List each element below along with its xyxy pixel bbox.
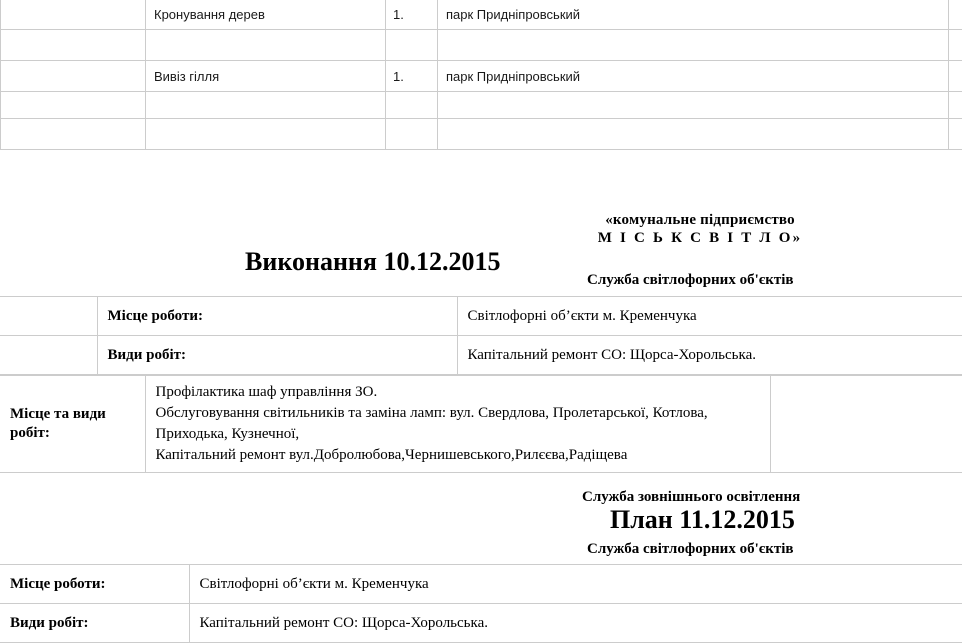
works-cell-type-1 [146,30,386,61]
works-cell-tail-4 [949,119,962,150]
plan-traffic-service-label: Служба світлофорних об'єктів [587,541,794,558]
plan-value-0: Світлофорні об’єкти м. Кременчука [189,565,962,604]
works-cell-type-3 [146,92,386,119]
works-list-table [0,0,962,150]
works-cell-tail-2 [949,61,962,92]
table-row [1,30,962,61]
places-line-2: Приходька, Кузнечної, [156,424,770,445]
table-row [0,297,962,336]
works-cell-tail-1 [949,30,962,61]
organization-header [500,211,900,247]
exec-label-1: Види робіт: [97,336,457,375]
plan-label-0: Місце роботи: [0,565,189,604]
works-cell-empty-2 [1,61,146,92]
places-value [145,376,770,473]
table-row [0,336,962,375]
works-cell-number-2: 1. [386,61,438,92]
exec-value-0: Світлофорні об’єкти м. Кременчука [457,297,962,336]
plan-details-table [0,564,962,643]
exec-label-0: Місце роботи: [97,297,457,336]
works-cell-empty-4 [1,119,146,150]
works-cell-number-3 [386,92,438,119]
works-cell-location-3 [438,92,949,119]
plan-outdoor-service-label: Служба зовнішнього освітлення [582,489,800,506]
places-line-0: Профілактика шаф управління ЗО. [156,382,770,403]
works-cell-location-0: парк Придніпровський [438,0,949,30]
exec-spacer-1 [0,336,97,375]
works-cell-number-0: 1. [386,0,438,30]
organization-line-2: М І С Ь К С В І Т Л О» [500,229,900,247]
table-row [0,376,962,473]
works-cell-tail-0 [949,0,962,30]
places-and-works-table [0,375,962,473]
table-row [1,92,962,119]
works-cell-type-4 [146,119,386,150]
works-cell-location-1 [438,30,949,61]
places-label: Місце та види робіт: [0,376,145,473]
table-row [1,61,962,92]
works-cell-type-0: Кронування дерев [146,0,386,30]
works-cell-number-4 [386,119,438,150]
works-cell-tail-3 [949,92,962,119]
places-tail-cell [770,376,962,473]
exec-spacer-0 [0,297,97,336]
places-line-3: Капітальний ремонт вул.Добролюбова,Чернишевського,Рилєєва,Радіщева [156,445,770,466]
table-row [1,0,962,30]
places-line-1: Обслуговування світильників та заміна ламп: вул. Свердлова, Пролетарської, Котлова, [156,403,770,424]
works-cell-number-1 [386,30,438,61]
plan-label-1: Види робіт: [0,604,189,643]
works-cell-type-2: Вивіз гілля [146,61,386,92]
works-cell-empty-0 [1,0,146,30]
organization-line-1: «комунальне підприємство [500,211,900,229]
works-cell-location-4 [438,119,949,150]
table-row [1,119,962,150]
plan-value-1: Капітальний ремонт СО: Щорса-Хорольська. [189,604,962,643]
table-row [0,604,962,643]
execution-title: Виконання 10.12.2015 [245,247,500,277]
table-row [0,565,962,604]
exec-value-1: Капітальний ремонт СО: Щорса-Хорольська. [457,336,962,375]
execution-service-label: Служба світлофорних об'єктів [587,272,794,289]
works-cell-empty-1 [1,30,146,61]
works-cell-location-2: парк Придніпровський [438,61,949,92]
plan-title: План 11.12.2015 [610,505,795,535]
works-cell-empty-3 [1,92,146,119]
execution-details-table [0,296,962,375]
